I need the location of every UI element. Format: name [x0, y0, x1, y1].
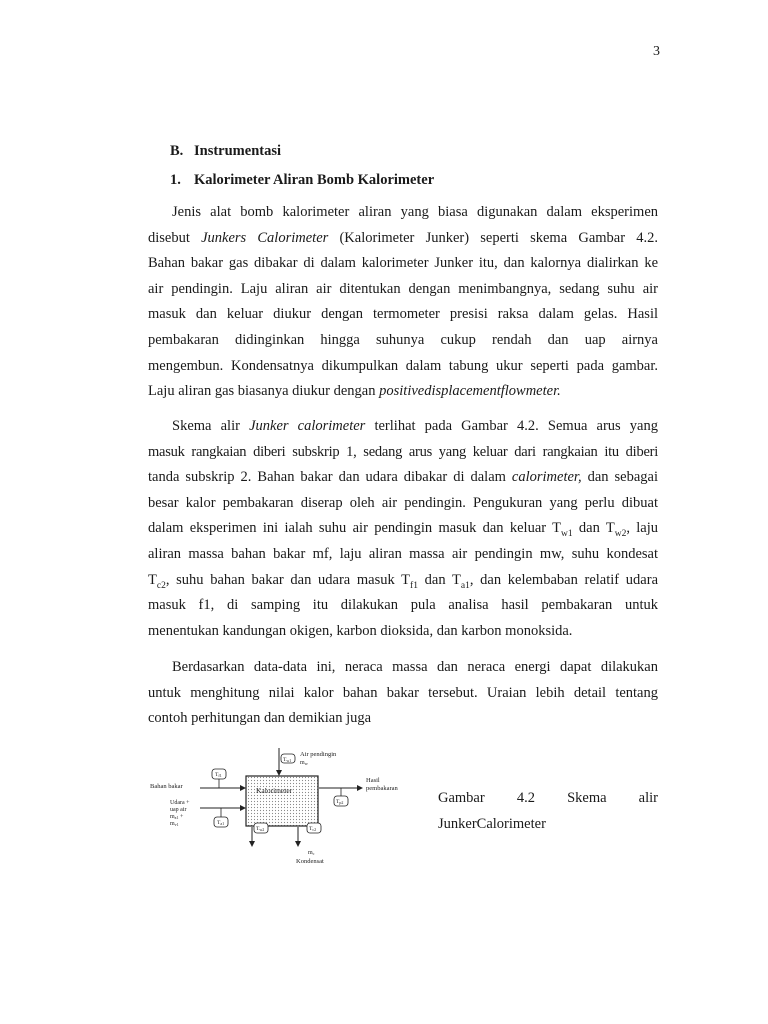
p1-l8-italic: positivedisplacementflowmeter. — [379, 383, 561, 400]
subsection-heading — [170, 172, 434, 189]
caption-word-4: alir — [638, 790, 658, 806]
p2-l3-a: tanda subskrip 2. Bahan bakar dan udara dibakar di dalam — [148, 469, 512, 486]
p2-l7-d: , dan kelembaban relatif udara — [469, 571, 658, 588]
p2-line-6: aliran massa bahan bakar mf, laju aliran massa air pendingin mw, suhu kondesat — [148, 545, 658, 562]
p2-line-8: masuk f1, di samping itu dilakukan pula analisa hasil pembakaran untuk — [148, 597, 658, 614]
p2-l7-a: T — [148, 571, 157, 588]
ta1-label: Ta1 — [217, 820, 225, 826]
paragraph-2 — [148, 414, 658, 644]
udara-label-1: Udara + — [170, 800, 190, 806]
paragraph-1 — [148, 200, 658, 405]
p3-line-2: untuk menghitung nilai kalor bahan bakar tersebut. Uraian lebih detail tentang — [148, 684, 658, 701]
p2-l1-c: terlihat pada Gambar 4.2. Semua arus yang — [365, 418, 658, 434]
p2-line-7 — [148, 568, 658, 594]
p2-l7-sub-c2: c2 — [156, 580, 166, 591]
p2-line-1 — [148, 414, 658, 440]
mw-label: mw — [300, 760, 308, 766]
page-number: 3 — [653, 44, 660, 59]
caption-word-1: Gambar — [438, 790, 485, 806]
tw2-label: Tw2 — [256, 826, 265, 832]
figure-caption — [438, 786, 658, 837]
section-heading — [170, 143, 281, 160]
p1-l2-italic: Junkers Calorimeter — [201, 229, 329, 246]
p3-line-3: contoh perhitungan dan demikian juga — [148, 710, 372, 727]
p1-l2-c: (Kalorimeter Junker) seperti skema Gambar 4.2. — [328, 229, 658, 246]
p2-l5-sub-w1: w1 — [560, 529, 573, 540]
p1-line-6: pembakaran didinginkan hingga suhunya cukup rendah dan uap airnya — [148, 331, 658, 348]
p1-line-1: Jenis alat bomb kalorimeter aliran yang biasa digunakan dalam eksperimen — [172, 204, 658, 220]
tw1-label: Tw1 — [283, 757, 292, 763]
bahan-bakar-label: Bahan bakar — [150, 783, 183, 790]
tc2-label: Tc2 — [309, 826, 317, 832]
p2-line-3 — [148, 465, 658, 491]
kondensat-label: Kondensat — [296, 858, 324, 865]
p2-l1-italic: Junker calorimeter — [249, 418, 366, 434]
udara-label-3: ma1 + — [170, 814, 184, 820]
caption-line-1 — [438, 786, 658, 812]
p2-l5-a: dalam eksperimen ini ialah suhu air pendingin masuk dan keluar T — [148, 520, 561, 537]
p2-l3-c: dan sebagai — [581, 469, 658, 486]
mc-label: mc — [308, 850, 315, 856]
calorimeter-box — [246, 776, 318, 826]
box-label: Kalorimeter — [256, 786, 293, 795]
p2-l5-c: , laju — [626, 520, 658, 537]
p2-line-9: menentukan kandungan okigen, karbon dioksida, dan karbon monoksida. — [148, 622, 573, 639]
p2-l7-sub-f1: f1 — [410, 580, 418, 591]
p1-line-3: Bahan bakar gas dibakar di dalam kalorimeter Junker itu, dan kalornya dialirkan ke — [148, 255, 658, 272]
p2-l1-a: Skema alir — [172, 418, 250, 434]
caption-line-2: JunkerCalorimeter — [438, 815, 546, 832]
caption-word-3: Skema — [567, 790, 607, 806]
section-number: B. — [170, 143, 184, 159]
udara-label-4: mv1 — [170, 821, 179, 827]
p2-line-4: besar kalor pembakaran diserap oleh air pendingin. Pengukuran yang perlu dibuat — [148, 494, 658, 511]
paragraph-3 — [148, 655, 658, 732]
p2-l5-sub-w2: w2 — [614, 529, 627, 540]
p2-l7-sub-a1: a1 — [460, 580, 470, 591]
p2-l5-b: dan T — [572, 520, 615, 537]
p2-l7-c: dan T — [417, 571, 461, 588]
p2-line-5 — [148, 516, 658, 542]
p3-line-1: Berdasarkan data-data ini, neraca massa dan neraca energi dapat dilakukan — [172, 659, 658, 675]
subsection-title: Kalorimeter Aliran Bomb Kalorimeter — [194, 172, 435, 188]
air-pendingin-label: Air pendingin — [300, 751, 337, 758]
junker-calorimeter-diagram — [148, 746, 420, 874]
tp2-label: Tp2 — [336, 799, 344, 805]
hasil-label-2: pembakaran — [366, 785, 398, 792]
tf1-label: Tf1 — [215, 772, 222, 778]
p2-line-2: masuk rangkaian diberi subskrip 1, sedang arus yang keluar dari rangkaian itu diberi — [148, 443, 658, 460]
hasil-label-1: Hasil — [366, 777, 380, 784]
p1-line-5: masuk dan keluar diukur dengan termometer presisi raksa dalam gelas. Hasil — [148, 306, 658, 323]
p1-line-2 — [148, 226, 658, 252]
p1-line-8 — [148, 379, 658, 405]
p2-l3-italic: calorimeter, — [511, 469, 582, 486]
caption-word-2: 4.2 — [516, 790, 535, 806]
section-title: Instrumentasi — [194, 143, 282, 159]
diagram-svg — [148, 746, 420, 874]
p1-line-4: air pendingin. Laju aliran air ditentukan dengan menimbangnya, sedang suhu air — [148, 280, 658, 297]
p1-l2-a: disebut — [148, 229, 202, 246]
subsection-number: 1. — [170, 172, 181, 188]
p2-l7-b: , suhu bahan bakar dan udara masuk T — [165, 571, 411, 588]
p1-l8-a: Laju aliran gas biasanya diukur dengan — [148, 383, 380, 400]
p1-line-7: mengembun. Kondensatnya dikumpulkan dalam tabung ukur seperti pada gambar. — [148, 357, 658, 374]
udara-label-2: uap air — [170, 807, 187, 813]
